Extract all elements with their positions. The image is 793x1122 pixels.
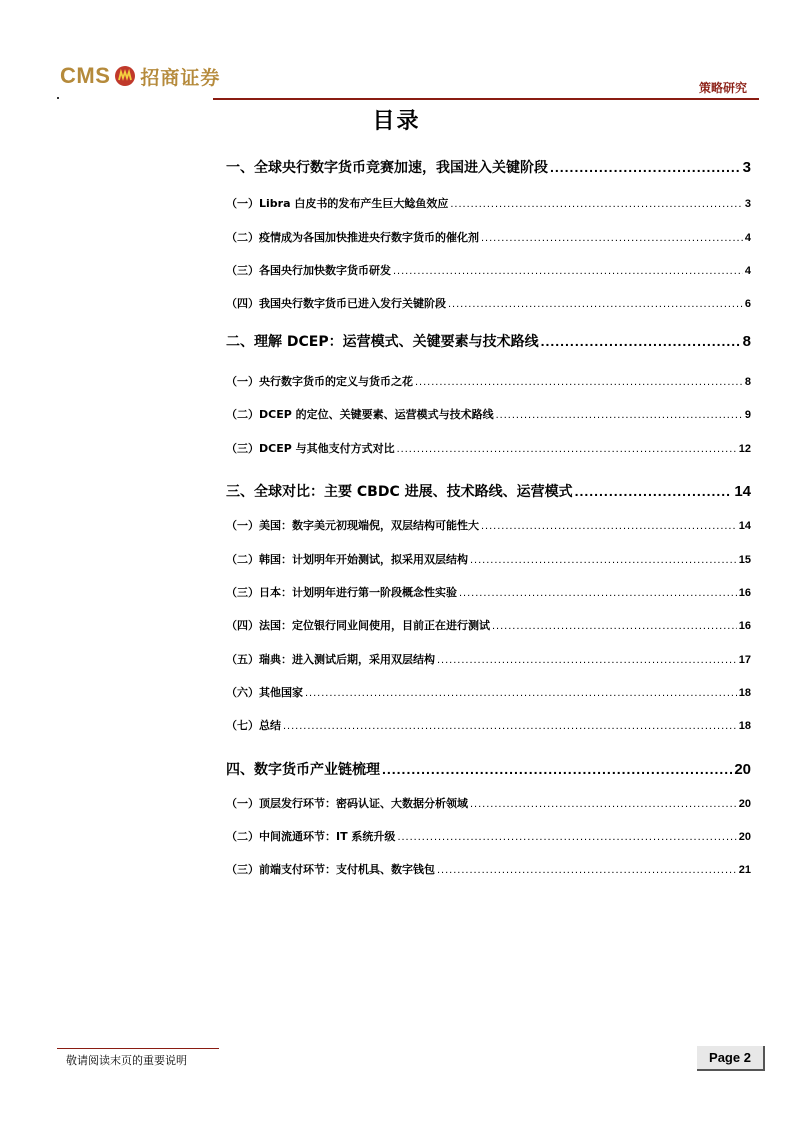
toc-page-number: 15	[738, 554, 751, 566]
toc-section-entry[interactable]	[226, 517, 751, 533]
toc-entry-title: （一）央行数字货币的定义与货币之花	[226, 375, 413, 388]
toc-page-number: 3	[742, 159, 751, 176]
toc-page-number: 16	[738, 620, 751, 632]
toc-page-number: 14	[734, 483, 751, 500]
toc-section-entry[interactable]	[226, 195, 751, 211]
toc-leader-dots	[437, 864, 737, 876]
toc-page-number: 16	[738, 587, 751, 599]
toc-entry-title: （七）总结	[226, 719, 281, 732]
toc-page-number: 20	[738, 798, 751, 810]
toc-entry-title: （六）其他国家	[226, 686, 303, 699]
toc-entry-title: （二）疫情成为各国加快推进央行数字货币的催化剂	[226, 231, 479, 244]
toc-entry-title: （四）法国：定位银行同业间使用，目前正在进行测试	[226, 619, 490, 632]
toc-leader-dots	[450, 198, 743, 210]
footer-divider	[57, 1048, 219, 1049]
toc-section-entry[interactable]	[226, 584, 751, 600]
toc-section-entry[interactable]	[226, 551, 751, 567]
toc-chapter-entry[interactable]	[226, 481, 751, 501]
toc-entry-title: （三）各国央行加快数字货币研发	[226, 264, 391, 277]
toc-page-number: 14	[738, 520, 751, 532]
toc-page-number: 12	[738, 443, 751, 455]
toc-title: 目录	[372, 109, 421, 134]
section-label: 策略研究	[698, 81, 747, 95]
page-number: Page 2	[697, 1046, 765, 1071]
toc-leader-dots	[550, 159, 741, 175]
toc-leader-dots	[397, 831, 736, 843]
toc-page-number: 8	[742, 333, 751, 350]
toc-leader-dots	[541, 333, 741, 349]
toc-section-entry[interactable]	[226, 262, 751, 278]
toc-section-entry[interactable]	[226, 295, 751, 311]
toc-leader-dots	[470, 798, 737, 810]
toc-entry-title: （三）前端支付环节：支付机具、数字钱包	[226, 863, 435, 876]
toc-entry-title: （一）Libra 白皮书的发布产生巨大鲶鱼效应	[226, 197, 449, 210]
company-logo	[60, 60, 220, 92]
toc-chapter-entry[interactable]	[226, 759, 751, 779]
toc-leader-dots	[415, 376, 743, 388]
toc-page-number: 6	[744, 298, 751, 310]
toc-leader-dots	[575, 483, 733, 499]
toc-section-entry[interactable]	[226, 440, 751, 456]
toc-entry-title: 三、全球对比：主要 CBDC 进展、技术路线、运营模式	[226, 484, 573, 500]
toc-entry-title: 四、数字货币产业链梳理	[226, 762, 380, 778]
toc-leader-dots	[481, 232, 743, 244]
toc-entry-title: （二）韩国：计划明年开始测试，拟采用双层结构	[226, 553, 468, 566]
toc-page-number: 3	[744, 198, 751, 210]
toc-leader-dots	[496, 409, 743, 421]
toc-section-entry[interactable]	[226, 684, 751, 700]
toc-page-number: 20	[738, 831, 751, 843]
toc-leader-dots	[459, 587, 737, 599]
toc-entry-title: （一）美国：数字美元初现端倪，双层结构可能性大	[226, 519, 479, 532]
toc-section-entry[interactable]	[226, 229, 751, 245]
toc-section-entry[interactable]	[226, 717, 751, 733]
toc-section-entry[interactable]	[226, 617, 751, 633]
toc-page-number: 18	[738, 687, 751, 699]
header-mark	[57, 97, 59, 99]
toc-leader-dots	[397, 443, 737, 455]
toc-entry-title: （三）日本：计划明年进行第一阶段概念性实验	[226, 586, 457, 599]
toc-section-entry[interactable]	[226, 795, 751, 811]
toc-section-entry[interactable]	[226, 406, 751, 422]
toc-page-number: 4	[744, 232, 751, 244]
toc-chapter-entry[interactable]	[226, 157, 751, 177]
toc-page-number: 18	[738, 720, 751, 732]
toc-entry-title: 一、全球央行数字货币竞赛加速，我国进入关键阶段	[226, 160, 548, 176]
toc-leader-dots	[283, 720, 737, 732]
toc-section-entry[interactable]	[226, 828, 751, 844]
toc-leader-dots	[448, 298, 743, 310]
toc-page-number: 20	[734, 761, 751, 778]
toc-entry-title: 二、理解 DCEP：运营模式、关键要素与技术路线	[226, 334, 539, 350]
toc-page-number: 8	[744, 376, 751, 388]
logo-cms-text: CMS	[60, 63, 111, 88]
toc-chapter-entry[interactable]	[226, 331, 751, 351]
toc-section-entry[interactable]	[226, 651, 751, 667]
toc-page-number: 9	[744, 409, 751, 421]
toc-entry-title: （三）DCEP 与其他支付方式对比	[226, 442, 395, 455]
toc-page-number: 21	[738, 864, 751, 876]
toc-leader-dots	[470, 554, 737, 566]
toc-leader-dots	[481, 520, 737, 532]
disclaimer-note: 敬请阅读末页的重要说明	[66, 1054, 187, 1067]
toc-leader-dots	[382, 761, 732, 777]
toc-leader-dots	[437, 654, 737, 666]
toc-section-entry[interactable]	[226, 373, 751, 389]
toc-entry-title: （一）顶层发行环节：密码认证、大数据分析领域	[226, 797, 468, 810]
logo-emblem-icon	[114, 65, 136, 87]
toc-leader-dots	[492, 620, 737, 632]
toc-entry-title: （五）瑞典：进入测试后期，采用双层结构	[226, 653, 435, 666]
toc-entry-title: （二）中间流通环节：IT 系统升级	[226, 830, 396, 843]
header-divider	[213, 98, 759, 100]
logo-chinese-name: 招商证券	[140, 66, 221, 89]
toc-leader-dots	[305, 687, 737, 699]
toc-entry-title: （四）我国央行数字货币已进入发行关键阶段	[226, 297, 446, 310]
toc-leader-dots	[393, 265, 743, 277]
toc-entry-title: （二）DCEP 的定位、关键要素、运营模式与技术路线	[226, 408, 494, 421]
toc-page-number: 4	[744, 265, 751, 277]
toc-section-entry[interactable]	[226, 861, 751, 877]
toc-page-number: 17	[738, 654, 751, 666]
